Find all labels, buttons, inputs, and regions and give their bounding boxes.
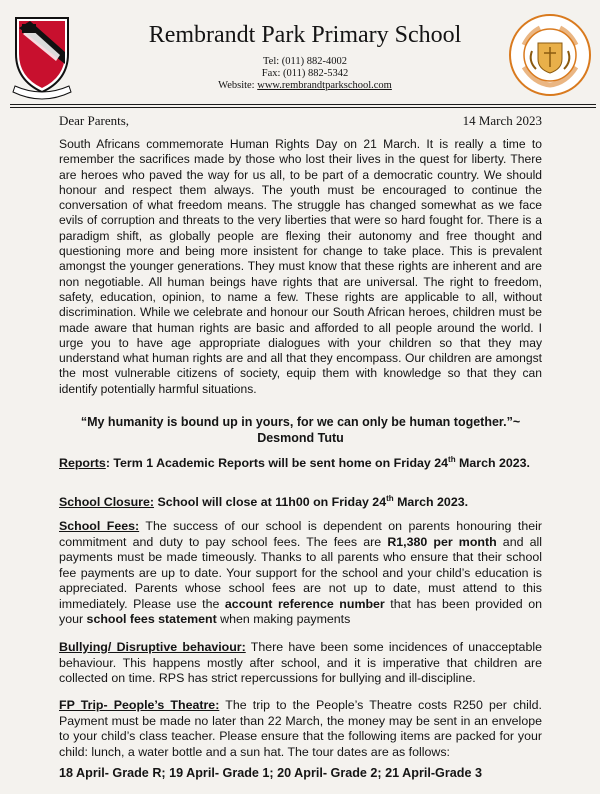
reports-heading: Reports [59,456,106,470]
fees-text-4: when making payments [216,612,351,626]
fax-number: Fax: (011) 882-5342 [261,68,349,79]
trip-dates: 18 April- Grade R; 19 April- Grade 1; 20 April- Grade 2; 21 April-Grade 3 [59,766,482,780]
closure-heading: School Closure: [59,495,155,509]
closure-sup: th [386,493,394,503]
closure-section [59,495,542,511]
quote-text: “My humanity is bound up in yours, for we can only be human together.”~ [80,415,521,429]
quote-author: Desmond Tutu [257,431,344,445]
reports-text-end: March 2023. [455,456,530,470]
fees-reference: account reference number [224,596,385,611]
fees-statement: school fees statement [86,612,217,626]
fees-text-3: that has been provided on your [59,596,543,626]
fees-amount: R1,380 per month [387,534,497,549]
fees-section [59,519,542,628]
bullying-text: There have been some incidences of unacceptable behaviour. This happens mostly after school, and it is imperative that children are collected on time. RPS has strict repercussions for bullying and ill-discipline. [59,640,542,685]
reports-text: : Term 1 Academic Reports will be sent home on Friday 24 [105,456,449,470]
reports-section [59,456,542,472]
website-link[interactable]: www.rembrandtparkschool.com [257,80,392,91]
trip-text: The trip to the People’s Theatre costs R250 per child. Payment must be made no later than 22 March, the money may be sent in an envelope to your child’s class teacher. Please ensure that the following items are packed for your child: lunch, a water bottle and a sun hat. The tour dates are as follows: [59,698,542,759]
salutation: Dear Parents, [59,113,130,128]
website-label: Website: [218,80,258,91]
letterhead-divider [10,104,596,105]
gauteng-provincial-seal [508,13,592,97]
website-line [110,80,500,92]
fees-text: The success of our school is dependent on parents honouring their commitment and duty to pay school fees. The fees are [59,519,542,549]
trip-section [59,698,542,760]
fees-heading: School Fees: [59,519,140,533]
school-crest-logo [10,14,74,102]
quote-block [59,414,542,446]
reports-sup: th [448,454,456,464]
intro-paragraph: South Africans commemorate Human Rights Day on 21 March. It is really a time to remember the sacrifices made by those who lost their lives in the quest for liberty. There are heroes who paved the way for us all, to be part of a democratic country. We should honour and respect them always. The youth must be encouraged to continue the conversation of what freedom means. The struggle has changed somewhat as we face evils of corruption and threats to the very liberties that were so hard fought for. There is a paradigm shift, as globally people are flexing their autonomy and free thought and questioning more and being more insistent for change to take place. This is prevalent amongst the younger generations. They must know that these rights are inherent and are non negotiable. All human beings have rights that are universal. The right to freedom, safety, education, opinion, to name a few. These rights are applicable to all, without discrimination. While we celebrate and honour our South African heroes, children must be made aware that human rights are basic and afforded to all people around the world. I urge you to have age appropriate dialogues with your children so that they may understand what human rights are and all that they encompass. Our children are amongst the most vulnerable citizens of society, equip them with knowledge so that they can identify potentially harmful situations. [59,137,542,396]
letterhead-divider [10,107,596,108]
closure-text-end: March 2023. [393,495,469,509]
bullying-section [59,640,542,687]
school-name: Rembrandt Park Primary School [148,22,462,48]
bullying-heading: Bullying/ Disruptive behaviour: [59,640,246,654]
closure-text: School will close at 11h00 on Friday 24 [154,495,387,509]
letter-date: 14 March 2023 [462,113,542,128]
fees-text-2: and all payments must be made timeously. Thanks to all parents who ensure that their school fee payments are up to date. Your support for the school and your child’s education is appreciated. Parents whose school fees are not up to date, must attend to this immediately. Please use the [59,534,542,611]
telephone-number: Tel: (011) 882-4002 [262,56,348,67]
trip-heading: FP Trip- People’s Theatre: [59,698,220,712]
